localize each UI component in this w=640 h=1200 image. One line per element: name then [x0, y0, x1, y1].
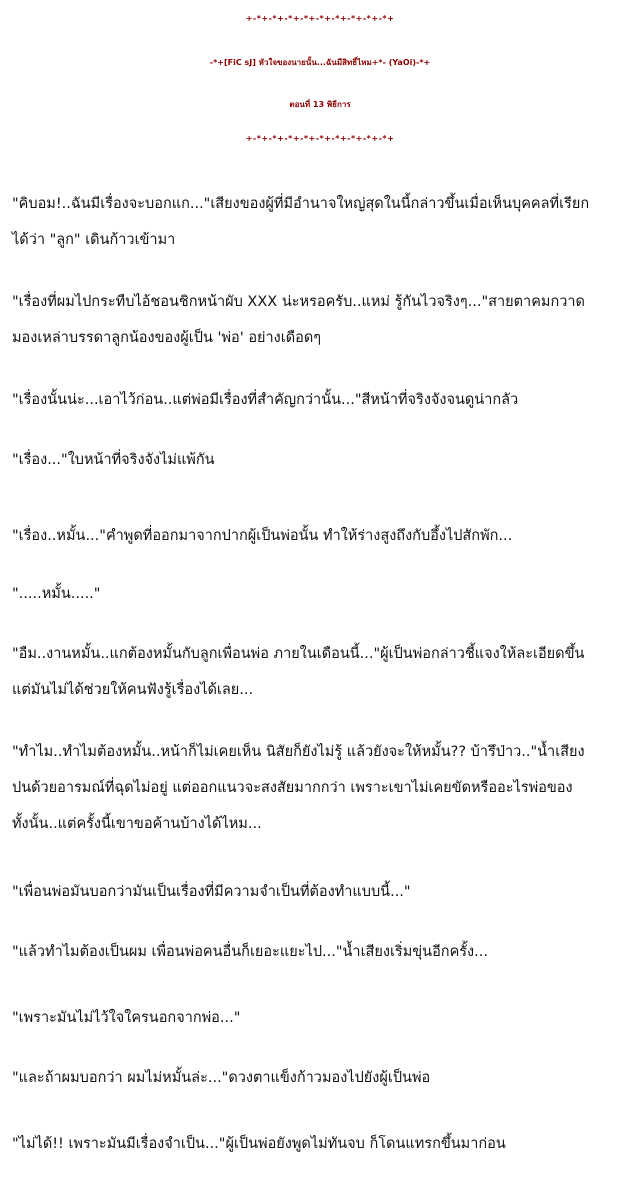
paragraph-12 [12, 1060, 634, 1096]
paragraph-line: มองเหล่าบรรดาลูกน้องของผู้เป็น 'พ่อ' อย่างเดือดๆ [12, 330, 322, 346]
paragraph-line: "เรื่อง..."ใบหน้าที่จริงจังไม่แพ้กัน [12, 452, 215, 468]
paragraph-10 [12, 934, 634, 970]
paragraph-line: ทั้งนั้น..แต่ครั้งนี้เขาขอค้านบ้างได้ไหม... [12, 816, 262, 832]
paragraph-line: ".....หมั้น....." [12, 586, 101, 602]
paragraph-line: "เพื่อนพ่อมันบอกว่ามันเป็นเรื่องที่มีความจำเป็นที่ต้องทำแบบนี้..." [12, 884, 411, 900]
paragraph-line: ปนด้วยอารมณ์ที่ฉุดไม่อยู่ แต่ออกแนวจะสงสัยมากกว่า เพราะเขาไม่เคยขัดหรืออะไรพ่อของ [12, 780, 573, 796]
paragraph-line: ได้ว่า "ลูก" เดินก้าวเข้ามา [12, 232, 176, 248]
paragraph-line: "เรื่อง..หมั้น..."คำพูดที่ออกมาจากปากผู้เป็นพ่อนั้น ทำให้ร่างสูงถึงกับอึ้งไปสักพัก... [12, 528, 513, 544]
story-title: -*+[FiC sJ] หัวใจของนายนั้น...ฉันมีสิทธิ์ไหม+*- (YaOi)-*+ [209, 58, 431, 67]
paragraph-2 [12, 284, 634, 356]
decorative-divider-bottom: +-*+-*+-*+-*+-*+-*+-*+-*+-*+ [245, 134, 395, 143]
paragraph-9 [12, 874, 634, 910]
paragraph-line: "ทำไม..ทำไมต้องหมั้น..หน้าก็ไม่เคยเห็น นิสัยก็ยังไม่รู้ แล้วยังจะให้หมั้น?? บ้ารึป่าว.."น้ำเสียง [12, 744, 585, 760]
paragraph-5 [12, 518, 634, 554]
paragraph-line: แต่มันไม่ได้ช่วยให้คนฟังรู้เรื่องได้เลย... [12, 682, 254, 698]
paragraph-line: "อืม..งานหมั้น..แกต้องหมั้นกับลูกเพื่อนพ่อ ภายในเดือนนี้..."ผู้เป็นพ่อกล่าวชี้แจงให้ละเอียดขึ้น [12, 646, 585, 662]
paragraph-line: "เรื่องที่ผมไปกระทืบไอ้ชอนชิกหน้าผับ XXX น่ะหรอครับ..แหม่ รู้กันไวจริงๆ..."สายตาคมกวาด [12, 294, 585, 310]
paragraph-line: "เพราะมันไม่ไว้ใจใครนอกจากพ่อ..." [12, 1010, 241, 1026]
paragraph-line: "และถ้าผมบอกว่า ผมไม่หมั้นล่ะ..."ดวงตาแข็งก้าวมองไปยังผู้เป็นพ่อ [12, 1070, 431, 1086]
paragraph-13 [12, 1126, 634, 1162]
paragraph-line: "เรื่องนั้นน่ะ...เอาไว้ก่อน..แต่พ่อมีเรื่องที่สำคัญกว่านั้น..."สีหน้าที่จริงจังจนดูน่ากลัว [12, 392, 519, 408]
paragraph-6 [12, 576, 634, 612]
paragraph-4 [12, 442, 634, 478]
paragraph-line: "แล้วทำไมต้องเป็นผม เพื่อนพ่อคนอื่นก็เยอะแยะไป..."น้ำเสียงเริ่มขุ่นอีกครั้ง... [12, 944, 488, 960]
paragraph-1 [12, 186, 634, 258]
paragraph-line: "คิบอม!..ฉันมีเรื่องจะบอกแก..."เสียงของผู้ที่มีอำนาจใหญ่สุดในนี้กล่าวขึ้นเมื่อเห็นบุคคลที่เรียก [12, 196, 590, 212]
paragraph-8 [12, 734, 634, 842]
paragraph-7 [12, 636, 634, 708]
chapter-title: ตอนที่ 13 พิธีการ [289, 100, 351, 109]
paragraph-3 [12, 382, 634, 418]
decorative-divider-top: +-*+-*+-*+-*+-*+-*+-*+-*+-*+ [245, 14, 395, 23]
paragraph-line: "ไม่ได้!! เพราะมันมีเรื่องจำเป็น..."ผู้เป็นพ่อยังพูดไม่ทันจบ ก็โดนแทรกขึ้นมาก่อน [12, 1136, 506, 1152]
paragraph-11 [12, 1000, 634, 1036]
